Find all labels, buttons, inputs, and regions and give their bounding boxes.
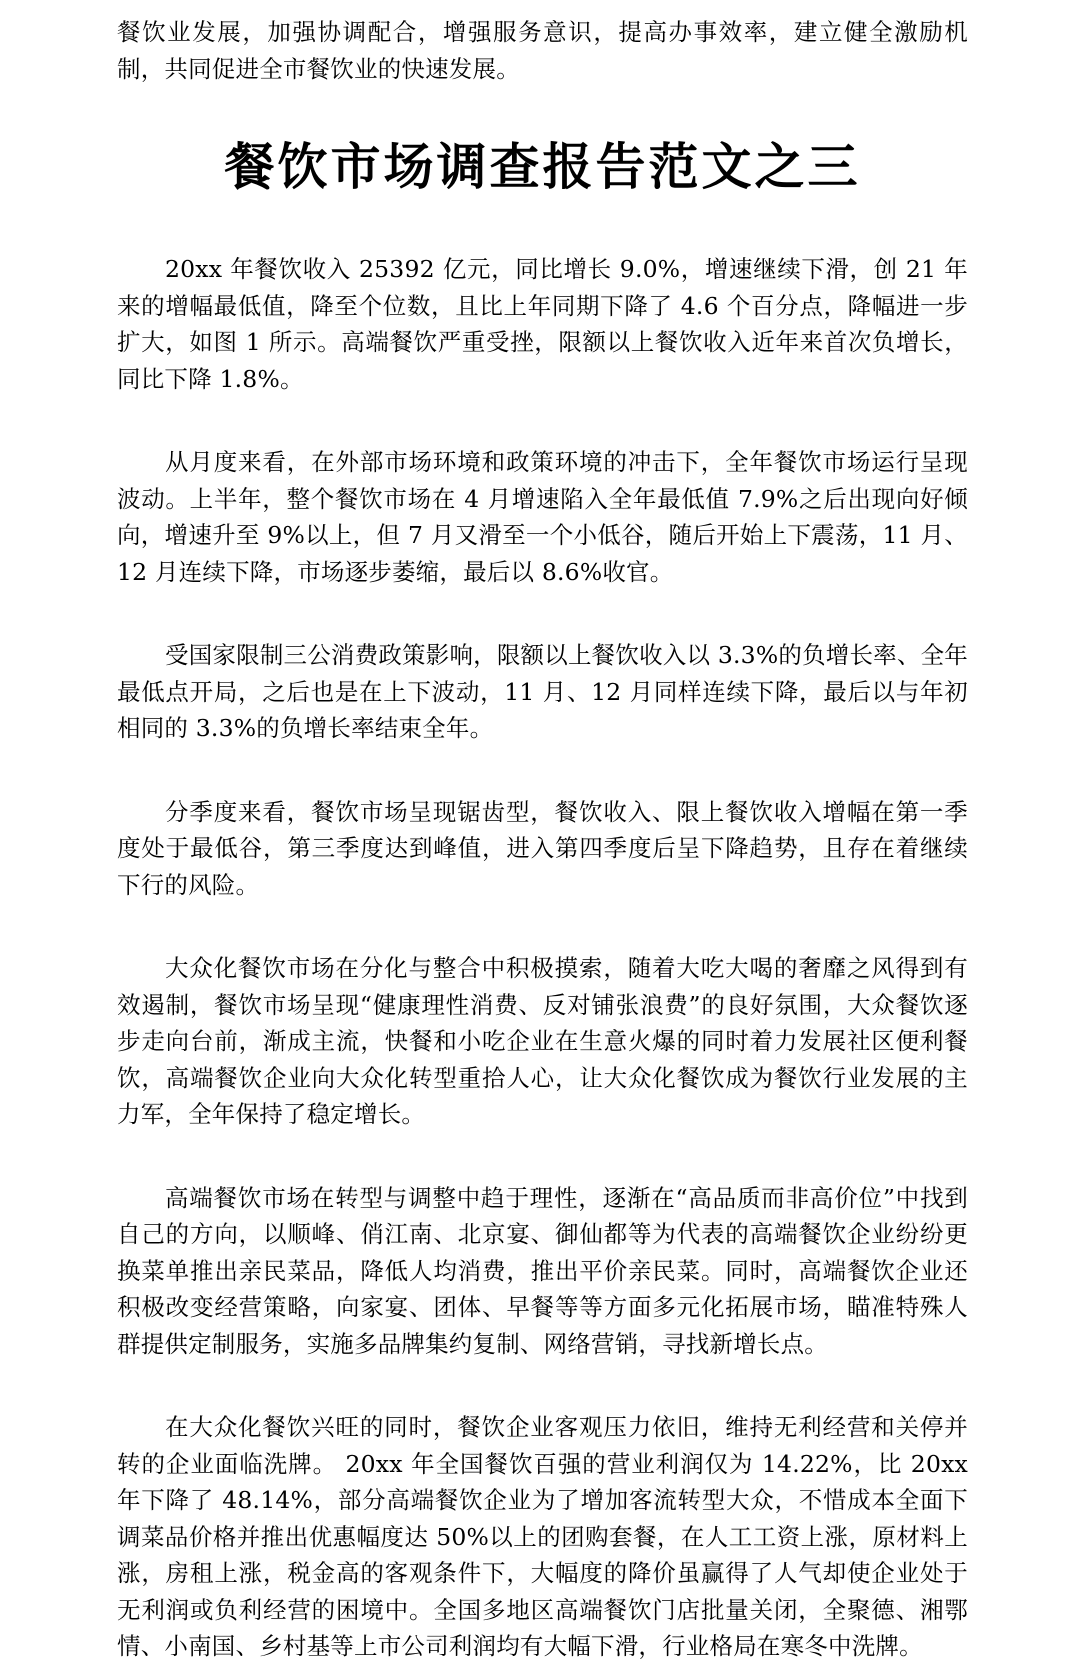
paragraph-revenue-summary: 20xx 年餐饮收入 25392 亿元，同比增长 9.0%，增速继续下滑，创 21 年来的增幅最低值，降至个位数，且比上年同期下降了 4.6 个百分点，降幅进一步扩大，如图 1 所示。高端餐饮严重受挫，限额以上餐饮收入近年来首次负增长，同比下降 1.8%。 bbox=[117, 255, 968, 393]
paragraph-gap bbox=[117, 397, 968, 444]
paragraph-gap bbox=[117, 1362, 968, 1409]
paragraph-quarterly-trend: 分季度来看，餐饮市场呈现锯齿型，餐饮收入、限上餐饮收入增幅在第一季度处于最低谷，第三季度达到峰值，进入第四季度后呈下降趋势，且存在着继续下行的风险。 bbox=[117, 797, 968, 899]
document-title: 餐饮市场调查报告范文之三 bbox=[224, 137, 861, 196]
paragraph-gap bbox=[117, 747, 968, 794]
paragraph-monthly-trend: 从月度来看，在外部市场环境和政策环境的冲击下，全年餐饮市场运行呈现波动。上半年，整个餐饮市场在 4 月增速陷入全年最低值 7.9%之后出现向好倾向，增速升至 9%以上，但 7 月又滑至一个小低谷，随后开始上下震荡，11 月、12 月连续下降，市场逐步萎缩，最后以 8.6%收官。 bbox=[117, 448, 968, 586]
paragraph-mass-dining: 大众化餐饮市场在分化与整合中积极摸索，随着大吃大喝的奢靡之风得到有效遏制，餐饮市场呈现“健康理性消费、反对铺张浪费”的良好氛围，大众餐饮逐步走向台前，渐成主流，快餐和小吃企业在生意火爆的同时着力发展社区便利餐饮，高端餐饮企业向大众化转型重拾人心，让大众化餐饮成为餐饮行业发展的主力军，全年保持了稳定增长。 bbox=[117, 954, 968, 1128]
intro-fragment: 餐饮业发展，加强协调配合，增强服务意识，提高办事效率，建立健全激励机制，共同促进全市餐饮业的快速发展。 bbox=[117, 18, 968, 83]
paragraph-high-end-dining: 高端餐饮市场在转型与调整中趋于理性，逐渐在“高品质而非高价位”中找到自己的方向，以顺峰、俏江南、北京宴、御仙都等为代表的高端餐饮企业纷纷更换菜单推出亲民菜品，降低人均消费，推出平价亲民菜。同时，高端餐饮企业还积极改变经营策略，向家宴、团体、早餐等等方面多元化拓展市场，瞄准特殊人群提供定制服务，实施多品牌集约复制、网络营销，寻找新增长点。 bbox=[117, 1183, 968, 1358]
paragraph-gap bbox=[117, 1133, 968, 1180]
paragraph-gap bbox=[117, 590, 968, 637]
paragraph-gap bbox=[117, 903, 968, 950]
paragraph-policy-impact: 受国家限制三公消费政策影响，限额以上餐饮收入以 3.3%的负增长率、全年最低点开局，之后也是在上下波动，11 月、12 月同样连续下降，最后以与年初相同的 3.3%的负增长率结束全年。 bbox=[117, 641, 968, 742]
paragraph-industry-pressure: 在大众化餐饮兴旺的同时，餐饮企业客观压力依旧，维持无利经营和关停并转的企业面临洗牌。 20xx 年全国餐饮百强的营业利润仅为 14.22%，比 20xx 年下降了 48.14%，部分高端餐饮企业为了增加客流转型大众，不惜成本全面下调菜品价格并推出优惠幅度达 50%以上的团购套餐，在人工工资上涨，原材料上涨，房租上涨，税金高的客观条件下，大幅度的降价虽赢得了人气却使企业处于无利润或负利经营的困境中。全国多地区高端餐饮门店批量关闭，全聚德、湘鄂情、小南国、乡村基等上市公司利润均有大幅下滑，行业格局在寒冬中洗牌。 bbox=[117, 1413, 968, 1660]
document-page bbox=[117, 14, 968, 1665]
